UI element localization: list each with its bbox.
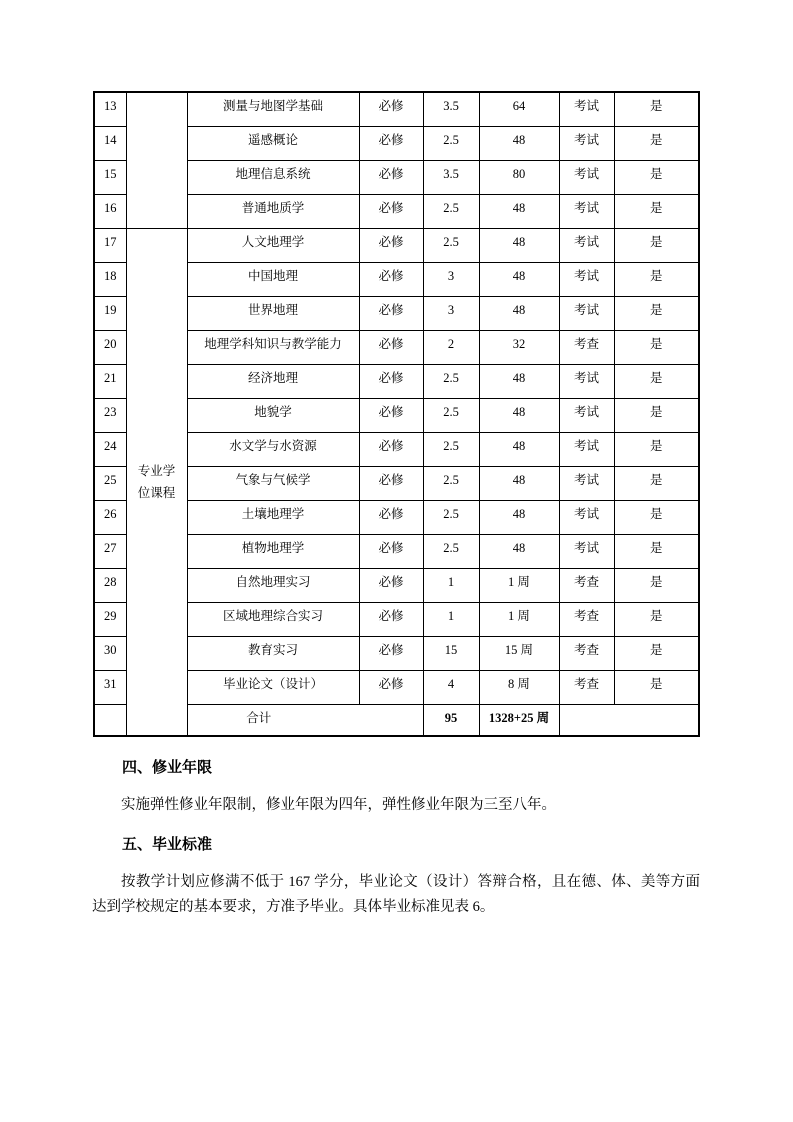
course-degree-cell: 是 xyxy=(614,296,699,330)
course-type-cell: 必修 xyxy=(359,466,423,500)
course-credits-cell: 3.5 xyxy=(423,92,479,126)
course-type-cell: 必修 xyxy=(359,432,423,466)
course-type-cell: 必修 xyxy=(359,262,423,296)
course-number-cell: 16 xyxy=(94,194,126,228)
course-exam-cell: 考试 xyxy=(559,126,614,160)
course-type-cell: 必修 xyxy=(359,602,423,636)
curriculum-table xyxy=(93,91,700,737)
text-sections xyxy=(92,757,700,936)
course-degree-cell: 是 xyxy=(614,330,699,364)
course-name-cell: 经济地理 xyxy=(187,364,359,398)
course-degree-cell: 是 xyxy=(614,602,699,636)
course-hours-cell: 1 周 xyxy=(479,568,559,602)
course-credits-cell: 1 xyxy=(423,568,479,602)
course-degree-cell: 是 xyxy=(614,160,699,194)
course-type-cell: 必修 xyxy=(359,126,423,160)
curriculum-table-body xyxy=(94,92,699,736)
course-exam-cell: 考查 xyxy=(559,330,614,364)
course-name-cell: 中国地理 xyxy=(187,262,359,296)
course-name-cell: 土壤地理学 xyxy=(187,500,359,534)
course-type-cell: 必修 xyxy=(359,296,423,330)
course-hours-cell: 80 xyxy=(479,160,559,194)
section-heading-graduation-standard: 五、毕业标准 xyxy=(122,836,213,853)
course-number-cell: 17 xyxy=(94,228,126,262)
course-credits-cell: 2.5 xyxy=(423,126,479,160)
course-hours-cell: 64 xyxy=(479,92,559,126)
course-type-cell: 必修 xyxy=(359,160,423,194)
course-name-cell: 世界地理 xyxy=(187,296,359,330)
course-credits-cell: 2.5 xyxy=(423,466,479,500)
course-exam-cell: 考查 xyxy=(559,602,614,636)
course-type-cell: 必修 xyxy=(359,228,423,262)
course-name-cell: 区域地理综合实习 xyxy=(187,602,359,636)
course-number-cell: 25 xyxy=(94,466,126,500)
course-credits-cell: 2.5 xyxy=(423,534,479,568)
course-type-cell: 必修 xyxy=(359,636,423,670)
course-number-cell: 19 xyxy=(94,296,126,330)
course-credits-cell: 2.5 xyxy=(423,398,479,432)
course-hours-cell: 48 xyxy=(479,432,559,466)
course-number-cell: 20 xyxy=(94,330,126,364)
course-number-cell: 31 xyxy=(94,670,126,704)
course-exam-cell: 考试 xyxy=(559,398,614,432)
graduation-standard-paragraph: 按教学计划应修满不低于 167 学分，毕业论文（设计）答辩合格，且在德、体、美等方面达到学校规定的基本要求，方准予毕业。具体毕业标准见表 6。 xyxy=(92,874,700,915)
course-name-cell: 测量与地图学基础 xyxy=(187,92,359,126)
course-exam-cell: 考试 xyxy=(559,160,614,194)
course-hours-cell: 48 xyxy=(479,262,559,296)
course-degree-cell: 是 xyxy=(614,466,699,500)
course-name-cell: 自然地理实习 xyxy=(187,568,359,602)
course-degree-cell: 是 xyxy=(614,398,699,432)
course-hours-cell: 48 xyxy=(479,194,559,228)
course-number-cell: 28 xyxy=(94,568,126,602)
course-exam-cell: 考试 xyxy=(559,466,614,500)
course-credits-cell: 2.5 xyxy=(423,194,479,228)
course-type-cell: 必修 xyxy=(359,568,423,602)
course-credits-cell: 2.5 xyxy=(423,364,479,398)
course-degree-cell: 是 xyxy=(614,670,699,704)
course-number-cell: 29 xyxy=(94,602,126,636)
course-number-cell: 14 xyxy=(94,126,126,160)
course-hours-cell: 48 xyxy=(479,364,559,398)
course-hours-cell: 48 xyxy=(479,296,559,330)
course-exam-cell: 考试 xyxy=(559,92,614,126)
total-hours-cell: 1328+25 周 xyxy=(479,704,559,736)
course-exam-cell: 考查 xyxy=(559,636,614,670)
course-hours-cell: 8 周 xyxy=(479,670,559,704)
course-hours-cell: 48 xyxy=(479,126,559,160)
course-type-cell: 必修 xyxy=(359,364,423,398)
course-number-cell: 23 xyxy=(94,398,126,432)
course-credits-cell: 15 xyxy=(423,636,479,670)
course-number-cell: 24 xyxy=(94,432,126,466)
course-degree-cell: 是 xyxy=(614,262,699,296)
course-hours-cell: 48 xyxy=(479,500,559,534)
course-exam-cell: 考试 xyxy=(559,534,614,568)
course-name-cell: 普通地质学 xyxy=(187,194,359,228)
course-degree-cell: 是 xyxy=(614,364,699,398)
course-category-cell xyxy=(126,92,187,228)
course-exam-cell: 考试 xyxy=(559,500,614,534)
course-degree-cell: 是 xyxy=(614,126,699,160)
total-row xyxy=(94,704,699,736)
course-hours-cell: 48 xyxy=(479,398,559,432)
course-exam-cell: 考试 xyxy=(559,194,614,228)
course-hours-cell: 48 xyxy=(479,534,559,568)
course-credits-cell: 2 xyxy=(423,330,479,364)
course-hours-cell: 32 xyxy=(479,330,559,364)
course-credits-cell: 2.5 xyxy=(423,228,479,262)
course-exam-cell: 考试 xyxy=(559,228,614,262)
course-name-cell: 人文地理学 xyxy=(187,228,359,262)
course-number-cell: 27 xyxy=(94,534,126,568)
course-degree-cell: 是 xyxy=(614,228,699,262)
course-name-cell: 遥感概论 xyxy=(187,126,359,160)
total-label-cell: 合计 xyxy=(94,704,423,736)
course-credits-cell: 3 xyxy=(423,296,479,330)
course-category-cell xyxy=(126,228,187,736)
course-type-cell: 必修 xyxy=(359,670,423,704)
course-name-cell: 地理学科知识与教学能力 xyxy=(187,330,359,364)
category-label: 专业学位课程 xyxy=(137,463,176,500)
course-number-cell: 30 xyxy=(94,636,126,670)
course-row xyxy=(94,92,699,126)
total-empty-cell xyxy=(559,704,699,736)
course-exam-cell: 考试 xyxy=(559,296,614,330)
course-type-cell: 必修 xyxy=(359,92,423,126)
course-name-cell: 地理信息系统 xyxy=(187,160,359,194)
course-degree-cell: 是 xyxy=(614,92,699,126)
course-name-cell: 气象与气候学 xyxy=(187,466,359,500)
study-duration-paragraph: 实施弹性修业年限制，修业年限为四年，弹性修业年限为三至八年。 xyxy=(121,797,556,813)
course-name-cell: 教育实习 xyxy=(187,636,359,670)
course-degree-cell: 是 xyxy=(614,432,699,466)
course-degree-cell: 是 xyxy=(614,194,699,228)
course-type-cell: 必修 xyxy=(359,330,423,364)
course-name-cell: 植物地理学 xyxy=(187,534,359,568)
course-name-cell: 地貌学 xyxy=(187,398,359,432)
course-exam-cell: 考试 xyxy=(559,262,614,296)
course-number-cell: 26 xyxy=(94,500,126,534)
course-credits-cell: 3 xyxy=(423,262,479,296)
course-hours-cell: 15 周 xyxy=(479,636,559,670)
course-name-cell: 毕业论文（设计） xyxy=(187,670,359,704)
course-type-cell: 必修 xyxy=(359,500,423,534)
course-type-cell: 必修 xyxy=(359,534,423,568)
course-exam-cell: 考试 xyxy=(559,364,614,398)
total-credits-cell: 95 xyxy=(423,704,479,736)
course-hours-cell: 48 xyxy=(479,228,559,262)
course-hours-cell: 48 xyxy=(479,466,559,500)
course-credits-cell: 2.5 xyxy=(423,432,479,466)
course-number-cell: 13 xyxy=(94,92,126,126)
course-credits-cell: 2.5 xyxy=(423,500,479,534)
course-row xyxy=(94,228,699,262)
course-name-cell: 水文学与水资源 xyxy=(187,432,359,466)
course-credits-cell: 4 xyxy=(423,670,479,704)
course-number-cell: 18 xyxy=(94,262,126,296)
course-number-cell: 15 xyxy=(94,160,126,194)
course-degree-cell: 是 xyxy=(614,568,699,602)
course-hours-cell: 1 周 xyxy=(479,602,559,636)
section-heading-study-duration: 四、修业年限 xyxy=(122,759,213,776)
course-credits-cell: 1 xyxy=(423,602,479,636)
course-exam-cell: 考试 xyxy=(559,432,614,466)
course-degree-cell: 是 xyxy=(614,636,699,670)
course-exam-cell: 考查 xyxy=(559,670,614,704)
course-type-cell: 必修 xyxy=(359,398,423,432)
course-exam-cell: 考查 xyxy=(559,568,614,602)
course-degree-cell: 是 xyxy=(614,500,699,534)
course-number-cell: 21 xyxy=(94,364,126,398)
course-credits-cell: 3.5 xyxy=(423,160,479,194)
course-type-cell: 必修 xyxy=(359,194,423,228)
course-degree-cell: 是 xyxy=(614,534,699,568)
